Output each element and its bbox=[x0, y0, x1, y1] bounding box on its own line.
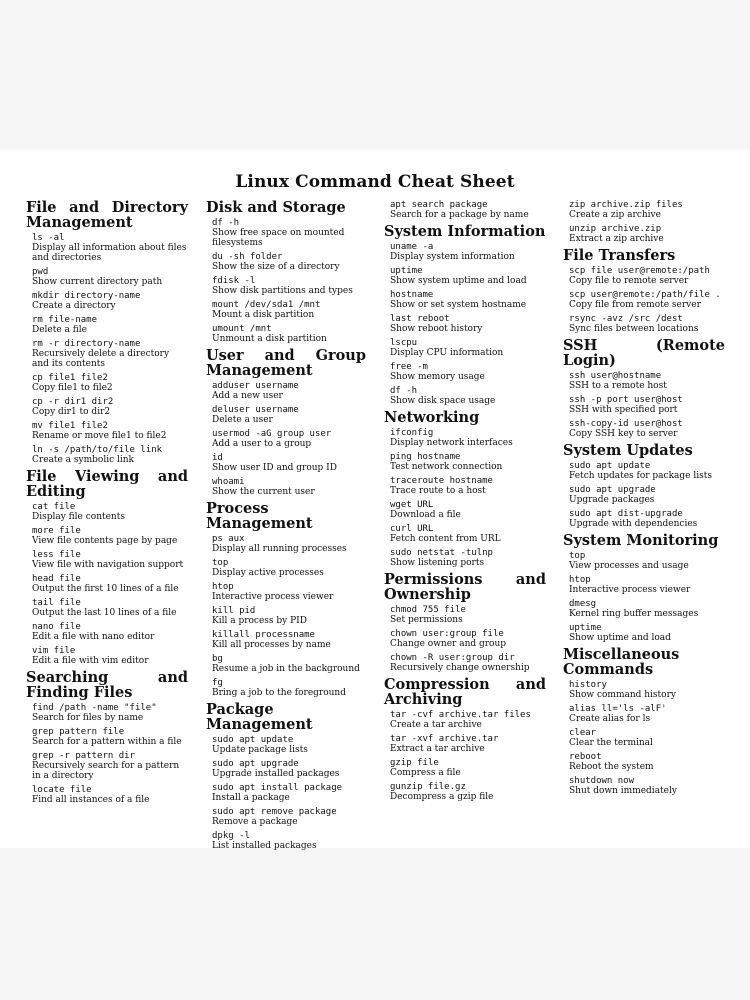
command-item bbox=[569, 623, 725, 643]
command-text: head file bbox=[32, 574, 81, 584]
command-description: Show free space on mounted filesystems bbox=[212, 228, 345, 248]
command-text: ls -al bbox=[32, 233, 65, 243]
command-text: less file bbox=[32, 550, 81, 560]
command-item bbox=[212, 654, 366, 674]
command-item bbox=[569, 599, 725, 619]
section-heading: System Updates bbox=[563, 442, 693, 459]
command-text: wget URL bbox=[390, 500, 434, 510]
command-description: List installed packages bbox=[212, 841, 317, 851]
command-item bbox=[212, 477, 366, 497]
command-description: Interactive process viewer bbox=[212, 592, 334, 602]
command-text: sudo apt update bbox=[569, 461, 651, 471]
command-text: tar -cvf archive.tar files bbox=[390, 710, 531, 720]
column-2 bbox=[206, 200, 366, 855]
command-item bbox=[32, 751, 188, 781]
command-item bbox=[569, 704, 725, 724]
command-text: unzip archive.zip bbox=[569, 224, 662, 234]
command-description: Show the size of a directory bbox=[212, 262, 340, 272]
command-description: Display file contents bbox=[32, 512, 125, 522]
command-text: alias ll='ls -alF' bbox=[569, 704, 667, 714]
command-item bbox=[32, 267, 188, 287]
command-text: uptime bbox=[390, 266, 423, 276]
command-description: Show reboot history bbox=[390, 324, 483, 334]
command-description: Search for a pattern within a file bbox=[32, 737, 182, 747]
command-item bbox=[390, 758, 546, 778]
section-heading: File and Directory Management bbox=[26, 199, 188, 231]
command-item bbox=[32, 445, 188, 465]
command-text: umount /mnt bbox=[212, 324, 272, 334]
command-item bbox=[569, 200, 725, 220]
command-text: mount /dev/sda1 /mnt bbox=[212, 300, 321, 310]
section-heading: Miscellaneous Commands bbox=[563, 646, 680, 678]
command-description: Display all information about files and directories bbox=[32, 243, 187, 263]
command-item bbox=[390, 362, 546, 382]
command-item bbox=[569, 680, 725, 700]
command-description: Show disk space usage bbox=[390, 396, 496, 406]
command-text: find /path -name "file" bbox=[32, 703, 157, 713]
command-item bbox=[569, 485, 725, 505]
command-text: shutdown now bbox=[569, 776, 635, 786]
command-item bbox=[569, 461, 725, 481]
cheat-sheet-page bbox=[0, 150, 750, 851]
command-description: Create a symbolic link bbox=[32, 455, 134, 465]
command-item bbox=[212, 300, 366, 320]
command-text: ping hostname bbox=[390, 452, 461, 462]
command-description: Copy file1 to file2 bbox=[32, 383, 113, 393]
command-text: top bbox=[212, 558, 229, 568]
command-item bbox=[212, 218, 366, 248]
command-item bbox=[569, 419, 725, 439]
command-text: chown -R user:group dir bbox=[390, 653, 515, 663]
command-text: scp user@remote:/path/file . bbox=[569, 290, 721, 300]
command-text: dmesg bbox=[569, 599, 597, 609]
command-item bbox=[569, 575, 725, 595]
command-item bbox=[569, 776, 725, 796]
command-text: vim file bbox=[32, 646, 76, 656]
command-text: gzip file bbox=[390, 758, 439, 768]
command-text: history bbox=[569, 680, 607, 690]
command-text: ps aux bbox=[212, 534, 245, 544]
command-description: Search for a package by name bbox=[390, 210, 529, 220]
command-text: mkdir directory-name bbox=[32, 291, 141, 301]
section-heading: Process Management bbox=[206, 500, 313, 532]
command-item bbox=[32, 785, 188, 805]
command-description: Add a user to a group bbox=[212, 439, 312, 449]
command-text: tar -xvf archive.tar bbox=[390, 734, 499, 744]
command-text: grep pattern file bbox=[32, 727, 125, 737]
command-description: SSH with specified port bbox=[569, 405, 678, 415]
command-text: uptime bbox=[569, 623, 602, 633]
command-text: cp file1 file2 bbox=[32, 373, 108, 383]
section-heading: System Information bbox=[384, 223, 546, 240]
command-item bbox=[390, 710, 546, 730]
command-text: df -h bbox=[390, 386, 418, 396]
command-description: Display CPU information bbox=[390, 348, 504, 358]
command-description: Create a directory bbox=[32, 301, 116, 311]
command-description: Display active processes bbox=[212, 568, 324, 578]
command-description: Search for files by name bbox=[32, 713, 144, 723]
command-text: bg bbox=[212, 654, 223, 664]
command-description: Show memory usage bbox=[390, 372, 485, 382]
column-4 bbox=[563, 200, 725, 800]
command-item bbox=[390, 290, 546, 310]
section-heading: File Transfers bbox=[563, 247, 676, 264]
command-description: Delete a user bbox=[212, 415, 273, 425]
section-heading: Disk and Storage bbox=[206, 199, 346, 216]
command-description: Remove a package bbox=[212, 817, 298, 827]
command-item bbox=[569, 752, 725, 772]
command-item bbox=[212, 381, 366, 401]
command-item bbox=[32, 598, 188, 618]
command-item bbox=[390, 266, 546, 286]
command-item bbox=[212, 630, 366, 650]
command-description: Add a new user bbox=[212, 391, 283, 401]
command-item bbox=[390, 734, 546, 754]
command-item bbox=[569, 314, 725, 334]
command-description: Change owner and group bbox=[390, 639, 507, 649]
command-text: whoami bbox=[212, 477, 245, 487]
command-text: locate file bbox=[32, 785, 92, 795]
command-item bbox=[212, 453, 366, 473]
command-description: Display network interfaces bbox=[390, 438, 513, 448]
command-item bbox=[212, 558, 366, 578]
command-description: Decompress a gzip file bbox=[390, 792, 494, 802]
section-heading: User and Group Management bbox=[206, 347, 366, 379]
command-text: sudo apt install package bbox=[212, 783, 343, 793]
command-text: lscpu bbox=[390, 338, 418, 348]
command-item bbox=[32, 550, 188, 570]
command-text: gunzip file.gz bbox=[390, 782, 466, 792]
command-text: adduser username bbox=[212, 381, 299, 391]
command-description: Kernel ring buffer messages bbox=[569, 609, 699, 619]
command-text: uname -a bbox=[390, 242, 434, 252]
command-description: Copy dir1 to dir2 bbox=[32, 407, 111, 417]
command-item bbox=[212, 276, 366, 296]
command-text: traceroute hostname bbox=[390, 476, 493, 486]
command-description: Copy file to remote server bbox=[569, 276, 689, 286]
command-item bbox=[32, 397, 188, 417]
command-item bbox=[569, 728, 725, 748]
command-text: ssh-copy-id user@host bbox=[569, 419, 683, 429]
command-item bbox=[390, 653, 546, 673]
section-heading: Networking bbox=[384, 409, 480, 426]
command-item bbox=[32, 421, 188, 441]
command-item bbox=[212, 831, 366, 851]
command-description: Copy file from remote server bbox=[569, 300, 701, 310]
command-item bbox=[569, 551, 725, 571]
command-text: chmod 755 file bbox=[390, 605, 466, 615]
command-description: Update package lists bbox=[212, 745, 308, 755]
command-text: sudo netstat -tulnp bbox=[390, 548, 493, 558]
command-text: chown user:group file bbox=[390, 629, 504, 639]
command-description: Output the last 10 lines of a file bbox=[32, 608, 177, 618]
command-item bbox=[32, 339, 188, 369]
command-description: Unmount a disk partition bbox=[212, 334, 327, 344]
command-item bbox=[212, 252, 366, 272]
command-item bbox=[390, 524, 546, 544]
command-item bbox=[212, 324, 366, 344]
command-text: pwd bbox=[32, 267, 49, 277]
section-heading: Permissions and Ownership bbox=[384, 571, 546, 603]
command-item bbox=[212, 807, 366, 827]
command-text: htop bbox=[212, 582, 234, 592]
command-text: apt search package bbox=[390, 200, 488, 210]
command-text: top bbox=[569, 551, 586, 561]
command-description: Show the current user bbox=[212, 487, 315, 497]
command-description: Show current directory path bbox=[32, 277, 163, 287]
command-item bbox=[32, 727, 188, 747]
command-description: View file contents page by page bbox=[32, 536, 178, 546]
command-text: free -m bbox=[390, 362, 428, 372]
command-item bbox=[32, 233, 188, 263]
command-item bbox=[390, 629, 546, 649]
command-item bbox=[32, 315, 188, 335]
command-description: Copy SSH key to server bbox=[569, 429, 678, 439]
command-description: Fetch updates for package lists bbox=[569, 471, 712, 481]
section-heading: Package Management bbox=[206, 701, 313, 733]
command-text: kill pid bbox=[212, 606, 256, 616]
command-description: Output the first 10 lines of a file bbox=[32, 584, 179, 594]
command-description: Show or set system hostname bbox=[390, 300, 527, 310]
command-text: sudo apt dist-upgrade bbox=[569, 509, 683, 519]
command-text: du -sh folder bbox=[212, 252, 283, 262]
command-item bbox=[32, 526, 188, 546]
command-item bbox=[32, 703, 188, 723]
command-item bbox=[32, 574, 188, 594]
command-item bbox=[390, 476, 546, 496]
command-item bbox=[212, 534, 366, 554]
command-text: more file bbox=[32, 526, 81, 536]
command-description: Compress a file bbox=[390, 768, 461, 778]
command-description: Interactive process viewer bbox=[569, 585, 691, 595]
command-description: Show listening ports bbox=[390, 558, 485, 568]
section-heading: Compression and Archiving bbox=[384, 676, 546, 708]
command-description: Clear the terminal bbox=[569, 738, 653, 748]
command-description: Delete a file bbox=[32, 325, 87, 335]
command-description: Create alias for ls bbox=[569, 714, 651, 724]
column-1 bbox=[26, 200, 188, 809]
section-heading: System Monitoring bbox=[563, 532, 719, 549]
command-description: Recursively search for a pattern in a directory bbox=[32, 761, 180, 781]
command-description: Download a file bbox=[390, 510, 461, 520]
command-item bbox=[569, 224, 725, 244]
command-item bbox=[212, 405, 366, 425]
command-description: View file with navigation support bbox=[32, 560, 184, 570]
command-text: mv file1 file2 bbox=[32, 421, 108, 431]
command-text: tail file bbox=[32, 598, 81, 608]
command-text: sudo apt update bbox=[212, 735, 294, 745]
command-text: curl URL bbox=[390, 524, 434, 534]
command-description: Kill a process by PID bbox=[212, 616, 307, 626]
command-description: Display system information bbox=[390, 252, 515, 262]
command-text: nano file bbox=[32, 622, 81, 632]
command-description: Install a package bbox=[212, 793, 290, 803]
command-description: Recursively delete a directory and its contents bbox=[32, 349, 170, 369]
command-text: clear bbox=[569, 728, 597, 738]
command-text: sudo apt upgrade bbox=[212, 759, 299, 769]
command-item bbox=[390, 782, 546, 802]
command-description: Find all instances of a file bbox=[32, 795, 150, 805]
command-description: Mount a disk partition bbox=[212, 310, 315, 320]
command-text: ssh -p port user@host bbox=[569, 395, 683, 405]
command-description: Trace route to a host bbox=[390, 486, 486, 496]
command-item bbox=[32, 646, 188, 666]
command-item bbox=[32, 622, 188, 642]
command-description: Test network connection bbox=[390, 462, 503, 472]
command-description: Reboot the system bbox=[569, 762, 654, 772]
command-item bbox=[212, 606, 366, 626]
command-description: Shut down immediately bbox=[569, 786, 677, 796]
command-description: Show command history bbox=[569, 690, 676, 700]
command-description: Show user ID and group ID bbox=[212, 463, 337, 473]
command-text: sudo apt upgrade bbox=[569, 485, 656, 495]
command-item bbox=[212, 759, 366, 779]
command-text: df -h bbox=[212, 218, 240, 228]
command-description: Create a zip archive bbox=[569, 210, 661, 220]
command-description: View processes and usage bbox=[569, 561, 689, 571]
command-item bbox=[32, 373, 188, 393]
command-text: cat file bbox=[32, 502, 76, 512]
command-description: Sync files between locations bbox=[569, 324, 699, 334]
command-item bbox=[569, 290, 725, 310]
section-heading: File Viewing and Editing bbox=[26, 468, 188, 500]
command-text: deluser username bbox=[212, 405, 299, 415]
command-item bbox=[569, 371, 725, 391]
command-item bbox=[32, 291, 188, 311]
command-description: Kill all processes by name bbox=[212, 640, 331, 650]
page-title: Linux Command Cheat Sheet bbox=[235, 172, 515, 192]
command-description: Create a tar archive bbox=[390, 720, 482, 730]
command-text: rsync -avz /src /dest bbox=[569, 314, 683, 324]
command-item bbox=[390, 452, 546, 472]
command-description: Edit a file with nano editor bbox=[32, 632, 155, 642]
command-description: SSH to a remote host bbox=[569, 381, 667, 391]
command-text: fdisk -l bbox=[212, 276, 256, 286]
section-heading: Searching and Finding Files bbox=[26, 669, 188, 701]
command-description: Display all running processes bbox=[212, 544, 347, 554]
command-description: Fetch content from URL bbox=[390, 534, 501, 544]
command-description: Show uptime and load bbox=[569, 633, 671, 643]
command-text: usermod -aG group user bbox=[212, 429, 332, 439]
command-text: dpkg -l bbox=[212, 831, 250, 841]
command-text: fg bbox=[212, 678, 223, 688]
command-item bbox=[390, 548, 546, 568]
command-item bbox=[390, 605, 546, 625]
command-description: Extract a zip archive bbox=[569, 234, 664, 244]
command-description: Show disk partitions and types bbox=[212, 286, 353, 296]
command-item bbox=[32, 502, 188, 522]
command-item bbox=[212, 735, 366, 755]
command-description: Show system uptime and load bbox=[390, 276, 527, 286]
command-item bbox=[390, 428, 546, 448]
command-item bbox=[212, 582, 366, 602]
column-3 bbox=[384, 200, 546, 806]
command-text: killall processname bbox=[212, 630, 315, 640]
command-description: Recursively change ownership bbox=[390, 663, 530, 673]
command-description: Extract a tar archive bbox=[390, 744, 485, 754]
command-text: ssh user@hostname bbox=[569, 371, 662, 381]
command-item bbox=[212, 429, 366, 449]
command-item bbox=[212, 783, 366, 803]
command-text: cp -r dir1 dir2 bbox=[32, 397, 114, 407]
command-description: Resume a job in the background bbox=[212, 664, 360, 674]
command-description: Upgrade packages bbox=[569, 495, 655, 505]
command-item bbox=[569, 509, 725, 529]
command-item bbox=[569, 266, 725, 286]
command-text: rm file-name bbox=[32, 315, 98, 325]
command-item bbox=[390, 314, 546, 334]
command-text: htop bbox=[569, 575, 591, 585]
command-description: Edit a file with vim editor bbox=[32, 656, 149, 666]
command-item bbox=[390, 338, 546, 358]
command-text: hostname bbox=[390, 290, 434, 300]
command-text: scp file user@remote:/path bbox=[569, 266, 710, 276]
command-item bbox=[390, 500, 546, 520]
command-text: sudo apt remove package bbox=[212, 807, 337, 817]
command-text: last reboot bbox=[390, 314, 450, 324]
command-text: grep -r pattern dir bbox=[32, 751, 135, 761]
command-text: zip archive.zip files bbox=[569, 200, 683, 210]
command-text: reboot bbox=[569, 752, 602, 762]
command-text: id bbox=[212, 453, 223, 463]
command-item bbox=[390, 200, 546, 220]
command-description: Upgrade with dependencies bbox=[569, 519, 698, 529]
command-description: Rename or move file1 to file2 bbox=[32, 431, 167, 441]
command-item bbox=[212, 678, 366, 698]
command-text: ln -s /path/to/file link bbox=[32, 445, 163, 455]
command-description: Upgrade installed packages bbox=[212, 769, 340, 779]
section-heading: SSH (Remote Login) bbox=[563, 337, 725, 369]
command-text: ifconfig bbox=[390, 428, 434, 438]
command-description: Set permissions bbox=[390, 615, 463, 625]
command-item bbox=[569, 395, 725, 415]
command-text: rm -r directory-name bbox=[32, 339, 141, 349]
command-description: Bring a job to the foreground bbox=[212, 688, 346, 698]
command-item bbox=[390, 242, 546, 262]
command-item bbox=[390, 386, 546, 406]
